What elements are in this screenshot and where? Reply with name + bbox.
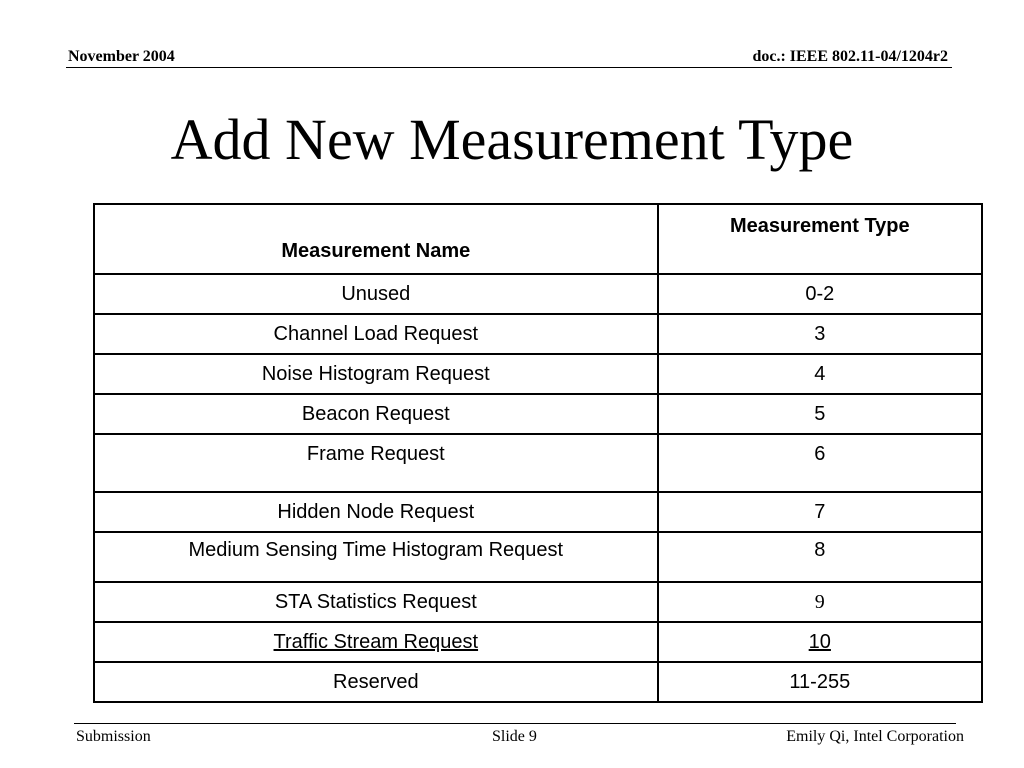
cell-name: Reserved <box>94 662 658 702</box>
header-rule <box>66 67 952 68</box>
cell-name: Unused <box>94 274 658 314</box>
cell-name-link <box>94 622 658 662</box>
slide-title: Add New Measurement Type <box>170 107 854 172</box>
table-header-row <box>94 204 982 274</box>
footer-author: Emily Qi, Intel Corporation <box>786 728 964 745</box>
cell-name: Channel Load Request <box>94 314 658 354</box>
traffic-stream-request-text: Traffic Stream Request <box>273 630 479 653</box>
header-doc-id: doc.: IEEE 802.11-04/1204r2 <box>752 48 948 65</box>
cell-type: 3 <box>658 314 982 354</box>
table-row <box>94 532 982 582</box>
table-row <box>94 492 982 532</box>
cell-type: 5 <box>658 394 982 434</box>
measurement-table <box>93 203 983 703</box>
table-row <box>94 394 982 434</box>
table-row <box>94 582 982 622</box>
table-row <box>94 274 982 314</box>
table-row <box>94 354 982 394</box>
cell-name: Hidden Node Request <box>94 492 658 532</box>
table-row <box>94 622 982 662</box>
table-row <box>94 434 982 492</box>
cell-name: Medium Sensing Time Histogram Request <box>94 532 658 582</box>
footer-submission: Submission <box>76 728 151 745</box>
cell-name: Frame Request <box>94 434 658 492</box>
cell-type: 7 <box>658 492 982 532</box>
cell-name: Noise Histogram Request <box>94 354 658 394</box>
cell-name: STA Statistics Request <box>94 582 658 622</box>
cell-name: Beacon Request <box>94 394 658 434</box>
table-row <box>94 314 982 354</box>
cell-type: 11-255 <box>658 662 982 702</box>
header-date: November 2004 <box>68 48 175 65</box>
column-header-name: Measurement Name <box>94 204 658 274</box>
footer-rule <box>74 723 956 724</box>
cell-type: 6 <box>658 434 982 492</box>
table-row <box>94 662 982 702</box>
cell-type: 0-2 <box>658 274 982 314</box>
column-header-type: Measurement Type <box>658 204 982 274</box>
cell-type: 4 <box>658 354 982 394</box>
footer-slide-number: Slide 9 <box>492 728 537 745</box>
cell-type: 8 <box>658 532 982 582</box>
cell-type-link <box>658 622 982 662</box>
cell-type: 9 <box>658 582 982 622</box>
traffic-stream-type-text: 10 <box>808 630 831 653</box>
